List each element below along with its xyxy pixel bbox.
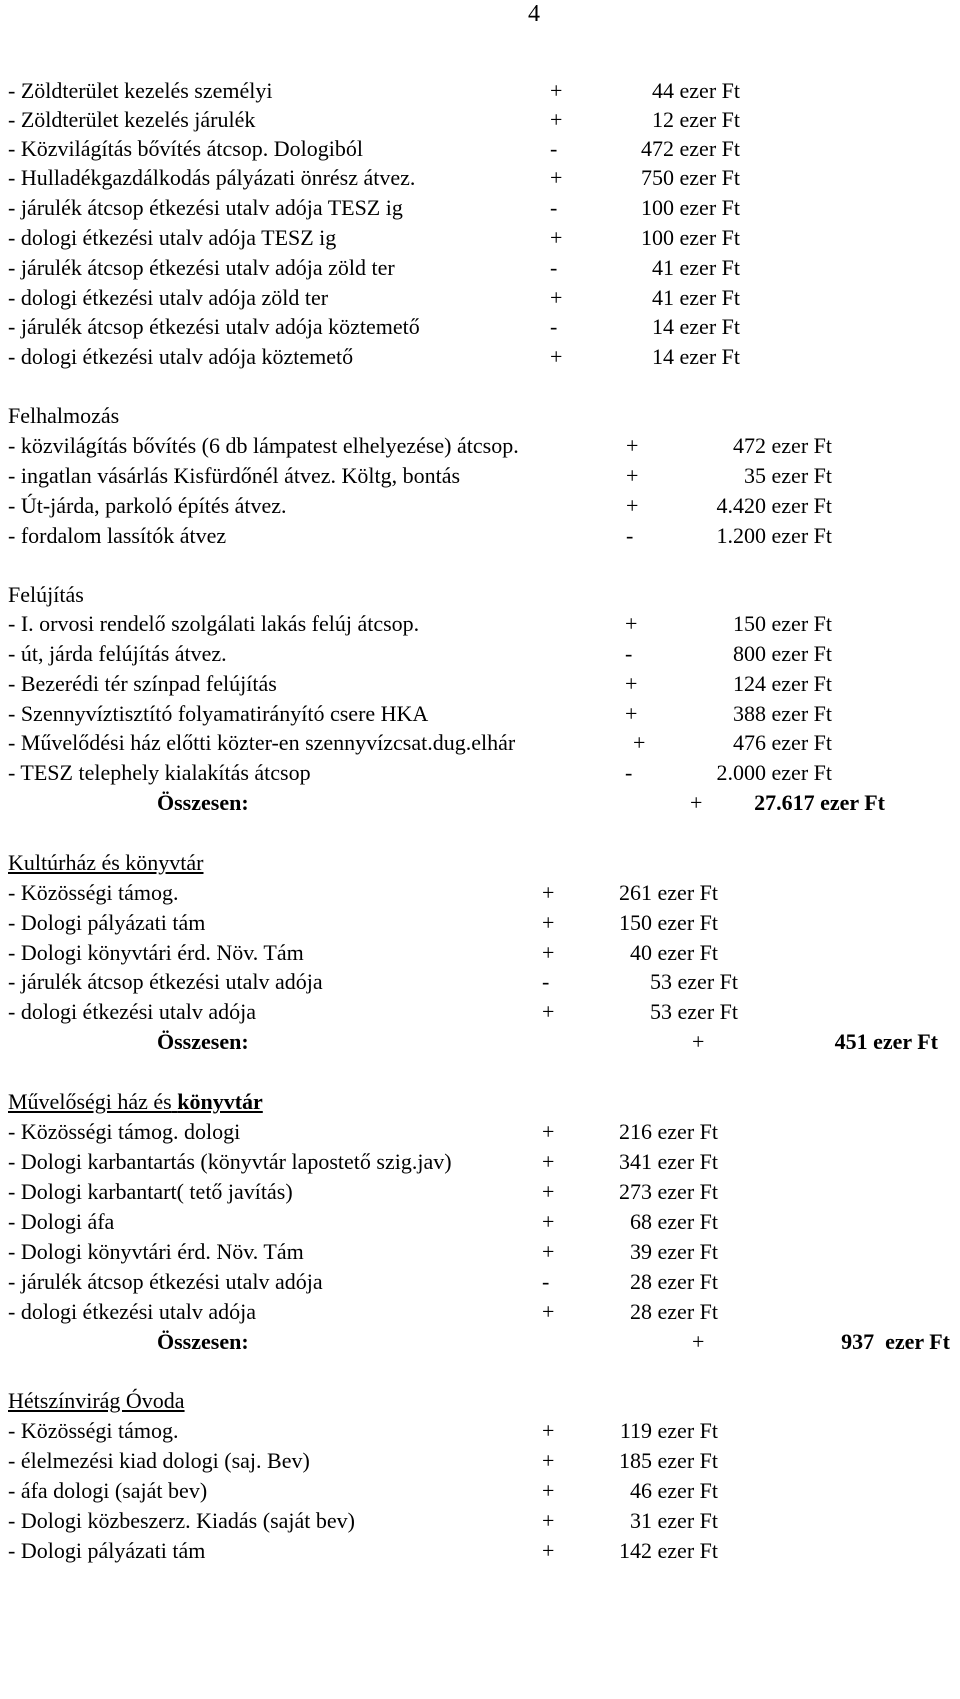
- table-row: [8, 1266, 960, 1298]
- table-row: [8, 1116, 960, 1148]
- table-row: [8, 608, 960, 640]
- row-label: - Dologi közbeszerz. Kiadás (saját bev): [8, 1508, 355, 1533]
- row-label: - dologi étkezési utalv adója köztemető: [8, 344, 354, 369]
- table-row: [8, 282, 960, 314]
- row-amount: 341 ezer Ft: [619, 1149, 718, 1174]
- row-label: - járulék átcsop étkezési utalv adója zöld ter: [8, 255, 395, 280]
- table-row: [8, 1296, 960, 1328]
- row-amount: 100 ezer Ft: [641, 225, 740, 250]
- row-amount: 53 ezer Ft: [650, 999, 738, 1024]
- row-sign: +: [550, 107, 563, 132]
- row-label: - I. orvosi rendelő szolgálati lakás felúj átcsop.: [8, 611, 420, 636]
- row-sign: +: [542, 1299, 555, 1324]
- row-label: - dologi étkezési utalv adója: [8, 999, 257, 1024]
- row-label: - dologi étkezési utalv adója zöld ter: [8, 285, 329, 310]
- row-sign: +: [542, 1508, 555, 1533]
- table-row: [8, 1206, 960, 1238]
- row-sign: -: [550, 195, 558, 220]
- row-amount: 800 ezer Ft: [733, 641, 832, 666]
- total-label: Összesen:: [157, 1329, 249, 1354]
- table-row: [8, 1236, 960, 1268]
- row-amount: 12 ezer Ft: [652, 107, 740, 132]
- table-row: [8, 1505, 960, 1537]
- row-sign: -: [542, 969, 550, 994]
- row-amount: 124 ezer Ft: [733, 671, 832, 696]
- section-heading-kulturhaz: Kultúrház és könyvtár: [8, 850, 204, 875]
- heading-part: Művelőségi ház és: [8, 1089, 172, 1114]
- row-sign: +: [626, 463, 639, 488]
- row-label: - Dologi pályázati tám: [8, 910, 206, 935]
- row-sign: +: [542, 1119, 555, 1144]
- table-row: [8, 75, 960, 107]
- row-amount: 44 ezer Ft: [652, 78, 740, 103]
- row-amount: 119 ezer Ft: [619, 1418, 718, 1443]
- row-label: - Dologi pályázati tám: [8, 1538, 206, 1563]
- row-sign: +: [542, 1209, 555, 1234]
- row-sign: +: [625, 701, 638, 726]
- row-amount: 4.420 ezer Ft: [716, 493, 832, 518]
- row-label: - Dologi könyvtári érd. Növ. Tám: [8, 1239, 304, 1264]
- row-label: - járulék átcsop étkezési utalv adója köztemető: [8, 314, 420, 339]
- row-label: - fordalom lassítók átvez: [8, 523, 227, 548]
- row-amount: 750 ezer Ft: [641, 165, 740, 190]
- table-row: [8, 1535, 960, 1567]
- row-sign: +: [550, 344, 563, 369]
- row-label: - Út-járda, parkoló építés átvez.: [8, 493, 287, 518]
- total-label: Összesen:: [157, 1029, 249, 1054]
- row-label: - Dologi áfa: [8, 1209, 115, 1234]
- row-sign: +: [633, 730, 646, 755]
- page-number: 4: [528, 1, 540, 27]
- row-sign: -: [550, 136, 558, 161]
- total-amount: 27.617 ezer Ft: [754, 790, 885, 815]
- row-label: - Közvilágítás bővítés átcsop. Dologiból: [8, 136, 363, 161]
- row-amount: 68 ezer Ft: [630, 1209, 718, 1234]
- total-sign: +: [692, 1329, 705, 1354]
- row-amount: 273 ezer Ft: [619, 1179, 718, 1204]
- row-sign: +: [550, 165, 563, 190]
- section-heading-felujitas: Felújítás: [8, 582, 84, 607]
- row-label: - Hulladékgazdálkodás pályázati önrész átvez.: [8, 165, 416, 190]
- heading-part-bold: könyvtár: [177, 1089, 263, 1114]
- row-label: - Dologi karbantart( tető javítás): [8, 1179, 293, 1204]
- row-label: - Szennyvíztisztító folyamatirányító csere HKA: [8, 701, 429, 726]
- row-amount: 100 ezer Ft: [641, 195, 740, 220]
- table-row: [8, 1445, 960, 1477]
- row-sign: -: [625, 641, 633, 666]
- table-row: [8, 1475, 960, 1507]
- row-amount: 14 ezer Ft: [652, 314, 740, 339]
- row-sign: +: [542, 1538, 555, 1563]
- row-label: - Zöldterület kezelés személyi: [8, 78, 273, 103]
- row-label: - Zöldterület kezelés járulék: [8, 107, 256, 132]
- row-label: - dologi étkezési utalv adója: [8, 1299, 257, 1324]
- total-sign: +: [692, 1029, 705, 1054]
- row-amount: 185 ezer Ft: [619, 1448, 718, 1473]
- table-row: [8, 311, 960, 343]
- table-row: [8, 877, 960, 909]
- row-sign: +: [542, 1478, 555, 1503]
- table-row: [8, 430, 960, 462]
- table-row: [8, 668, 960, 700]
- section-heading-felhalmozas: Felhalmozás: [8, 403, 120, 428]
- row-sign: +: [542, 940, 555, 965]
- row-sign: +: [542, 1418, 555, 1443]
- row-label: - Közösségi támog. dologi: [8, 1119, 241, 1144]
- row-amount: 14 ezer Ft: [652, 344, 740, 369]
- row-sign: +: [542, 1448, 555, 1473]
- table-row: [8, 490, 960, 522]
- row-sign: -: [542, 1269, 550, 1294]
- row-label: - Dologi könyvtári érd. Növ. Tám: [8, 940, 304, 965]
- row-label: - járulék átcsop étkezési utalv adója: [8, 969, 323, 994]
- row-label: - ingatlan vásárlás Kisfürdőnél átvez. Költg, bontás: [8, 463, 461, 488]
- table-row: [8, 252, 960, 284]
- row-sign: -: [550, 314, 558, 339]
- table-row: [8, 1415, 960, 1447]
- row-amount: 150 ezer Ft: [619, 910, 718, 935]
- table-row: [8, 1176, 960, 1208]
- section-heading-ovoda: Hétszínvirág Óvoda: [8, 1388, 185, 1413]
- row-sign: +: [550, 78, 563, 103]
- row-sign: +: [542, 999, 555, 1024]
- row-label: - Közösségi támog.: [8, 880, 179, 905]
- row-amount: 2.000 ezer Ft: [716, 760, 832, 785]
- row-amount: 476 ezer Ft: [733, 730, 832, 755]
- row-amount: 31 ezer Ft: [630, 1508, 718, 1533]
- table-row: [8, 222, 960, 254]
- row-amount: 472 ezer Ft: [641, 136, 740, 161]
- row-amount: 39 ezer Ft: [630, 1239, 718, 1264]
- row-label: - Közösségi támog.: [8, 1418, 179, 1443]
- section-heading-muvelodesi-haz: [8, 1086, 263, 1118]
- row-label: - áfa dologi (saját bev): [8, 1478, 208, 1503]
- table-row: [8, 757, 960, 789]
- total-amount: 451 ezer Ft: [834, 1029, 938, 1054]
- table-row: [8, 341, 960, 373]
- row-sign: +: [550, 225, 563, 250]
- row-label: - dologi étkezési utalv adója TESZ ig: [8, 225, 337, 250]
- table-row: [8, 907, 960, 939]
- table-row: [8, 104, 960, 136]
- row-amount: 1.200 ezer Ft: [716, 523, 832, 548]
- row-label: - Művelődési ház előtti közter-en szennyvízcsat.dug.elhár: [8, 730, 516, 755]
- row-label: - járulék átcsop étkezési utalv adója: [8, 1269, 323, 1294]
- row-sign: +: [542, 1239, 555, 1264]
- table-row: [8, 966, 960, 998]
- table-row: [8, 698, 960, 730]
- row-sign: +: [542, 910, 555, 935]
- row-sign: -: [625, 760, 633, 785]
- row-label: - élelmezési kiad dologi (saj. Bev): [8, 1448, 310, 1473]
- row-sign: +: [550, 285, 563, 310]
- table-row: [8, 1146, 960, 1178]
- row-sign: +: [542, 1179, 555, 1204]
- row-label: - járulék átcsop étkezési utalv adója TESZ ig: [8, 195, 403, 220]
- table-row: [8, 727, 960, 759]
- row-sign: +: [542, 880, 555, 905]
- row-amount: 28 ezer Ft: [630, 1299, 718, 1324]
- row-amount: 150 ezer Ft: [733, 611, 832, 636]
- table-row: [8, 162, 960, 194]
- row-label: - út, járda felújítás átvez.: [8, 641, 227, 666]
- row-sign: -: [550, 255, 558, 280]
- row-sign: +: [625, 611, 638, 636]
- row-amount: 41 ezer Ft: [652, 285, 740, 310]
- table-row: [8, 996, 960, 1028]
- row-amount: 388 ezer Ft: [733, 701, 832, 726]
- row-sign: +: [542, 1149, 555, 1174]
- row-label: - Bezerédi tér színpad felújítás: [8, 671, 277, 696]
- row-amount: 261 ezer Ft: [619, 880, 718, 905]
- total-amount: 937 ezer Ft: [841, 1329, 950, 1354]
- row-amount: 46 ezer Ft: [630, 1478, 718, 1503]
- table-row: [8, 133, 960, 165]
- table-row: [8, 520, 960, 552]
- table-row: [8, 937, 960, 969]
- row-sign: +: [625, 671, 638, 696]
- row-amount: 40 ezer Ft: [630, 940, 718, 965]
- row-amount: 53 ezer Ft: [650, 969, 738, 994]
- row-amount: 472 ezer Ft: [733, 433, 832, 458]
- total-sign: +: [690, 790, 703, 815]
- row-amount: 28 ezer Ft: [630, 1269, 718, 1294]
- row-amount: 35 ezer Ft: [744, 463, 832, 488]
- total-label: Összesen:: [157, 790, 249, 815]
- row-label: - Dologi karbantartás (könyvtár lapostető szig.jav): [8, 1149, 452, 1174]
- row-sign: -: [626, 523, 634, 548]
- table-row: [8, 638, 960, 670]
- row-sign: +: [626, 433, 639, 458]
- row-label: - TESZ telephely kialakítás átcsop: [8, 760, 311, 785]
- table-row: [8, 192, 960, 224]
- row-amount: 41 ezer Ft: [652, 255, 740, 280]
- row-sign: +: [626, 493, 639, 518]
- row-label: - közvilágítás bővítés (6 db lámpatest elhelyezése) átcsop.: [8, 433, 519, 458]
- row-amount: 142 ezer Ft: [619, 1538, 718, 1563]
- table-row: [8, 460, 960, 492]
- row-amount: 216 ezer Ft: [619, 1119, 718, 1144]
